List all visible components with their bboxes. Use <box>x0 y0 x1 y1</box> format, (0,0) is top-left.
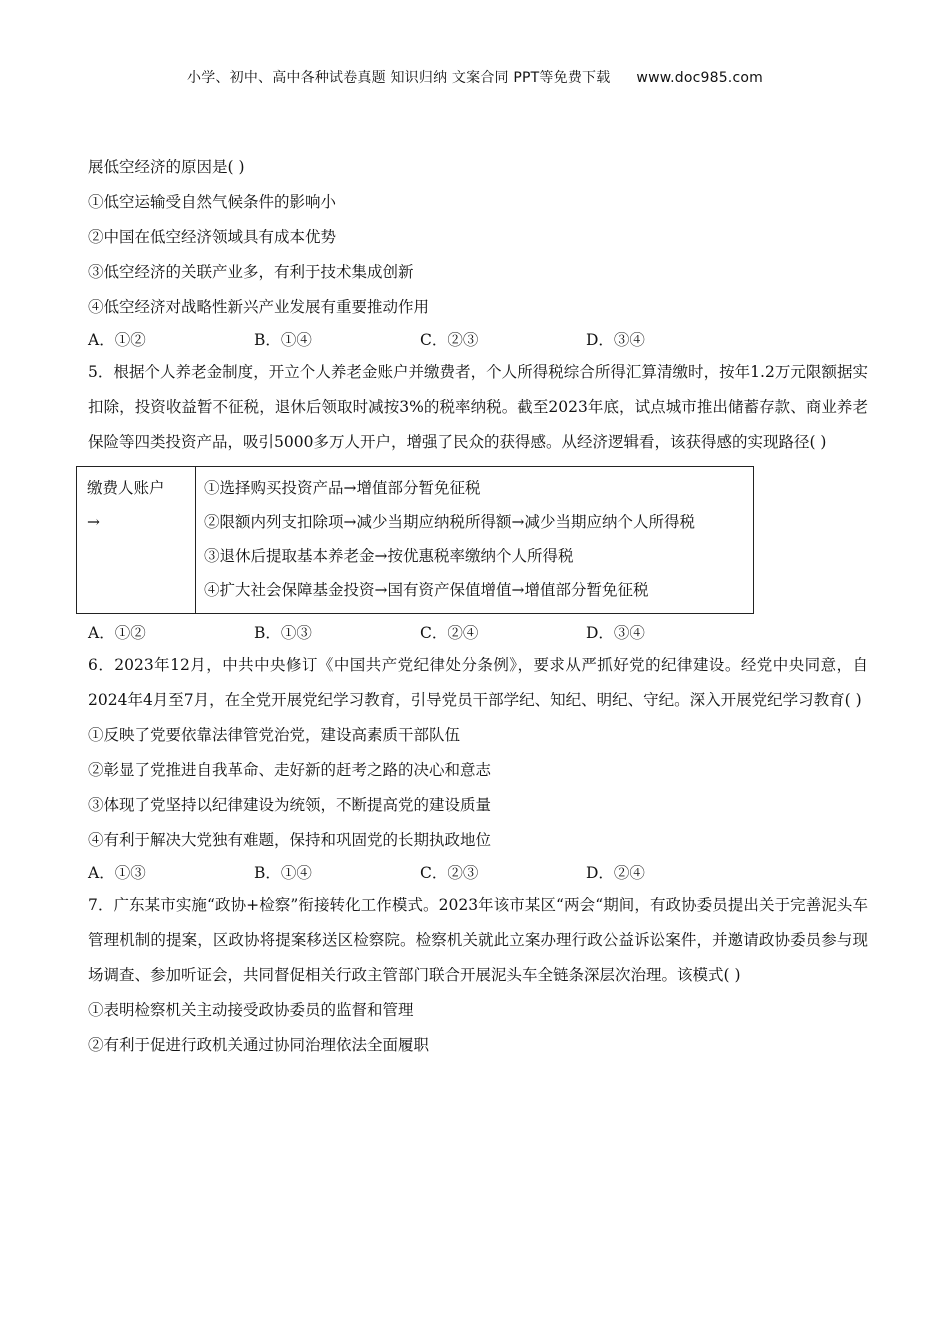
q4-option-b[interactable]: B．①④ <box>254 331 312 349</box>
q4-option-a[interactable]: A．①② <box>88 331 146 349</box>
q7-item-2: ②有利于促进行政机关通过协同治理依法全面履职 <box>88 1036 430 1054</box>
q6-item-4: ④有利于解决大党独有难题，保持和巩固党的长期执政地位 <box>88 831 492 849</box>
q4-option-d[interactable]: D．③④ <box>586 331 645 349</box>
q5-flow-table <box>76 466 754 614</box>
q5-stem: 5．根据个人养老金制度，开立个人养老金账户并缴费者，个人所得税综合所得汇算清缴时，按年1.2万元限额据实扣除，投资收益暂不征税，退休后领取时减按3%的税率纳税。截至2023年底，试点城市推出储蓄存款、商业养老保险等四类投资产品，吸引5000多万人开户，增强了民众的获得感。从经济逻辑看，该获得感的实现路径( ) <box>88 363 868 451</box>
q7-item-1: ①表明检察机关主动接受政协委员的监督和管理 <box>88 1001 414 1019</box>
q6-stem: 6．2023年12月，中共中央修订《中国共产党纪律处分条例》，要求从严抓好党的纪律建设。经党中央同意，自2024年4月至7月，在全党开展党纪学习教育，引导党员干部学纪、知纪、明纪、守纪。深入开展党纪学习教育( ) <box>88 656 868 709</box>
header-url[interactable]: www.doc985.com <box>636 70 763 86</box>
q5-option-a[interactable]: A．①② <box>88 624 146 642</box>
q6-item-2: ②彰显了党推进自我革命、走好新的赶考之路的决心和意志 <box>88 761 492 779</box>
q5-table-right-cell <box>196 467 753 613</box>
q5-table-left-label: 缴费人账户 <box>87 479 165 497</box>
q6-option-d[interactable]: D．②④ <box>586 864 645 882</box>
q6-option-a[interactable]: A．①③ <box>88 864 146 882</box>
q6-option-b[interactable]: B．①④ <box>254 864 312 882</box>
page-header <box>0 67 950 87</box>
document-body <box>88 150 868 1063</box>
q5-option-d[interactable]: D．③④ <box>586 624 645 642</box>
q4-item-2: ②中国在低空经济领域具有成本优势 <box>88 228 337 246</box>
q5-option-b[interactable]: B．①③ <box>254 624 312 642</box>
q5-table-row-4: ④扩大社会保障基金投资→国有资产保值增值→增值部分暂免征税 <box>204 581 649 599</box>
q4-options <box>88 325 868 355</box>
q5-table-row-1: ①选择购买投资产品→增值部分暂免征税 <box>204 479 481 497</box>
q7-stem: 7．广东某市实施“政协+检察”衔接转化工作模式。2023年该市某区“两会“期间，有政协委员提出关于完善泥头车管理机制的提案，区政协将提案移送区检察院。检察机关就此立案办理行政公益诉讼案件，并邀请政协委员参与现场调查、参加听证会，共同督促相关行政主管部门联合开展泥头车全链条深层次治理。该模式( ) <box>88 896 868 984</box>
q4-continuation: 展低空经济的原因是( ) <box>88 158 245 176</box>
q4-option-c[interactable]: C．②③ <box>420 331 479 349</box>
q5-options <box>88 618 868 648</box>
q5-table-left-cell <box>77 467 196 613</box>
q5-option-c[interactable]: C．②④ <box>420 624 479 642</box>
q5-table-row-3: ③退休后提取基本养老金→按优惠税率缴纳个人所得税 <box>204 547 574 565</box>
q6-options <box>88 858 868 888</box>
q6-item-1: ①反映了党要依靠法律管党治党，建设高素质干部队伍 <box>88 726 461 744</box>
q4-item-1: ①低空运输受自然气候条件的影响小 <box>88 193 337 211</box>
q5-table-left-arrow: → <box>87 513 100 531</box>
q5-table-row-2: ②限额内列支扣除项→减少当期应纳税所得额→减少当期应纳个人所得税 <box>204 513 695 531</box>
header-text: 小学、初中、高中各种试卷真题 知识归纳 文案合同 PPT等免费下载 <box>187 70 611 86</box>
q6-option-c[interactable]: C．②③ <box>420 864 479 882</box>
q4-item-3: ③低空经济的关联产业多，有利于技术集成创新 <box>88 263 414 281</box>
q6-item-3: ③体现了党坚持以纪律建设为统领，不断提高党的建设质量 <box>88 796 492 814</box>
q4-item-4: ④低空经济对战略性新兴产业发展有重要推动作用 <box>88 298 430 316</box>
